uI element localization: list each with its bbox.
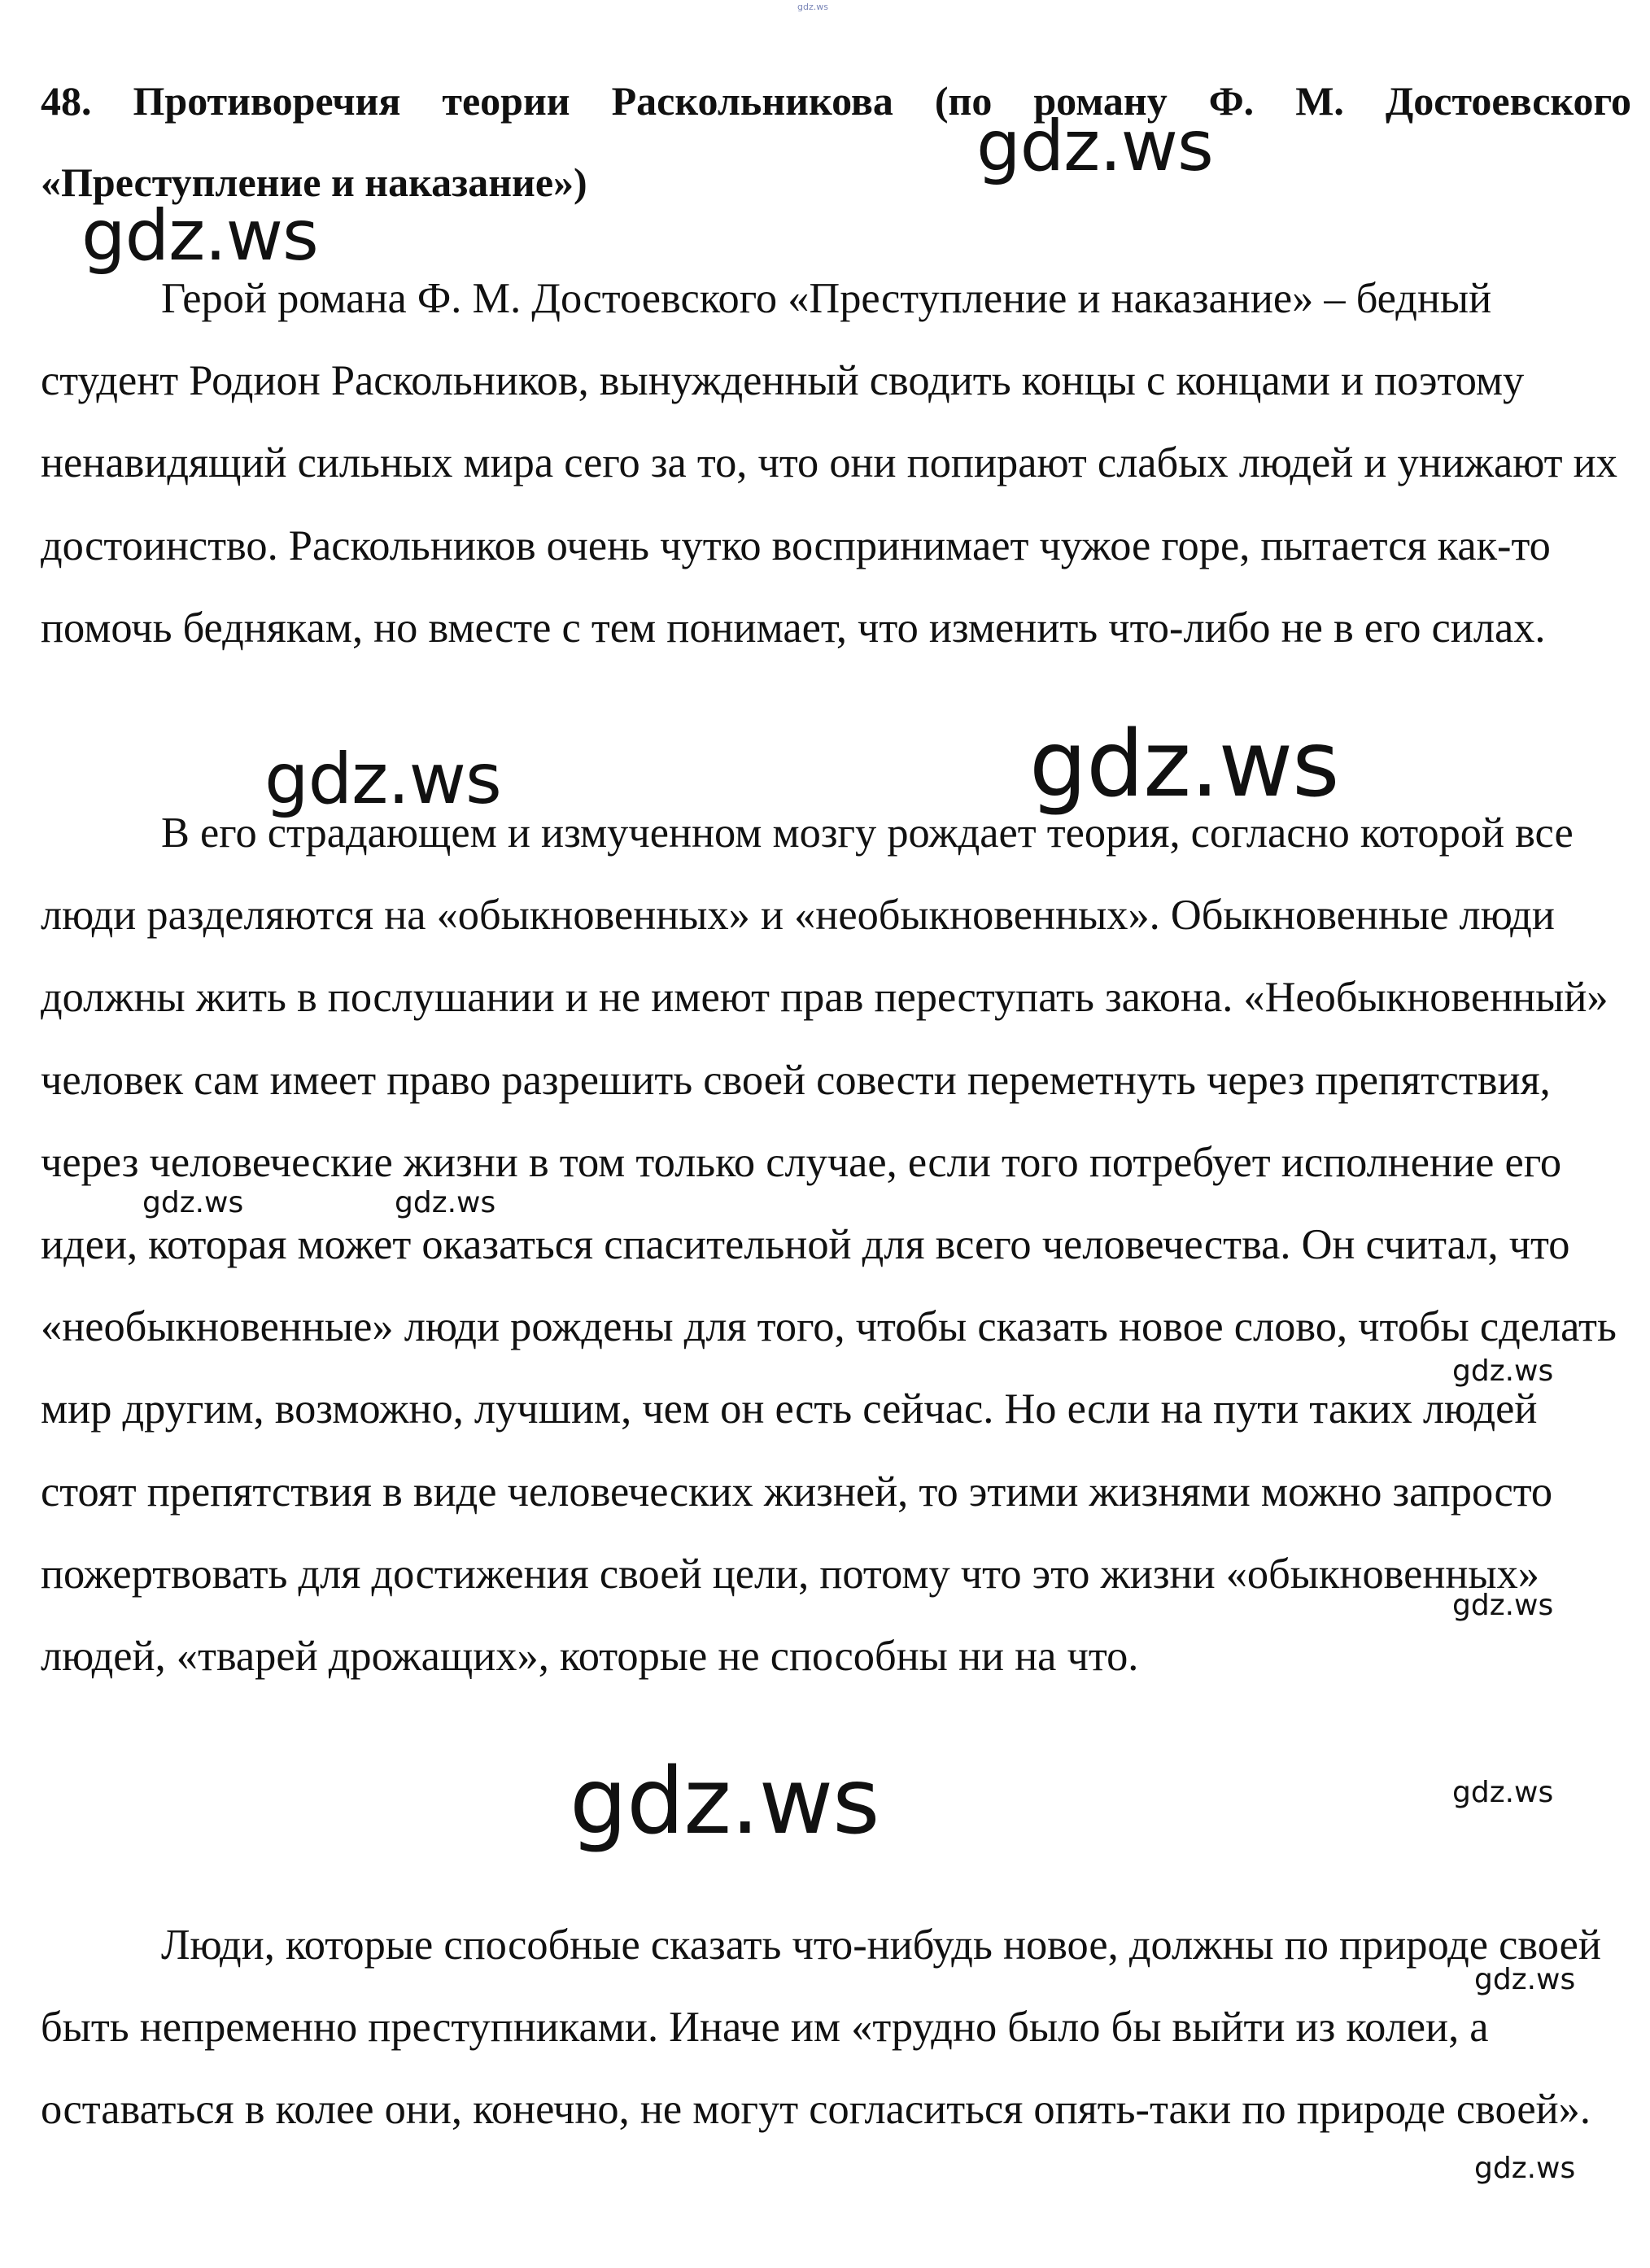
watermark: gdz.ws [1452, 1589, 1554, 1622]
watermark: gdz.ws [976, 106, 1213, 187]
watermark: gdz.ws [1452, 1776, 1554, 1809]
watermark: gdz.ws [81, 195, 318, 277]
paragraph-1: Герой романа Ф. М. Достоевского «Преступление и наказание» – бедный студент Родион Раскольников, вынужденный сводить концы с концами и поэтому ненавидящий сильных мира сего за то, что они попирают слабых людей и унижают их достоинство. Раскольников очень чутко воспринимает чужое горе, пытается как-то помочь беднякам, но вместе с тем понимает, что изменить что-либо не в его силах. [41, 275, 1617, 652]
watermark: gdz.ws [1029, 712, 1339, 818]
watermark: gdz.ws [142, 1186, 244, 1219]
watermark: gdz.ws [1474, 2152, 1576, 2185]
page-title: 48. Противоречия теории Раскольникова (по роману Ф. М. Достоевского «Преступление и наказание») [41, 78, 1631, 205]
paragraph-3: Люди, которые способные сказать что-нибудь новое, должны по природе своей быть непременно преступниками. Иначе им «трудно было бы выйти из колеи, а оставаться в колее они, конечно, не могут согласиться опять-таки по природе своей». [41, 1921, 1601, 2134]
watermark: gdz.ws [264, 739, 501, 820]
top-watermark: gdz.ws [797, 2, 828, 12]
watermark: gdz.ws [395, 1186, 496, 1219]
paragraph-2: В его страдающем и измученном мозгу рождает теория, согласно которой все люди разделяются на «обыкновенных» и «необыкновенных». Обыкновенные люди должны жить в послушании и не имеют прав переступать закона. «Необыкновенный» человек сам имеет право разрешить своей совести переметнуть через препятствия, через человеческие жизни в том только случае, если того потребует исполнение его идеи, которая может оказаться спасительной для всего человечества. Он считал, что «необыкновенные» люди рождены для того, чтобы сказать новое слово, чтобы сделать мир другим, возможно, лучшим, чем он есть сейчас. Но если на пути таких людей стоят препятствия в виде человеческих жизней, то этими жизнями можно запросто пожертвовать для достижения своей цели, потому что это жизни «обыкновенных» людей, «тварей дрожащих», которые не способны ни на что. [41, 809, 1617, 1681]
watermark: gdz.ws [1452, 1354, 1554, 1388]
watermark: gdz.ws [1474, 1963, 1576, 1996]
watermark: gdz.ws [570, 1749, 880, 1855]
